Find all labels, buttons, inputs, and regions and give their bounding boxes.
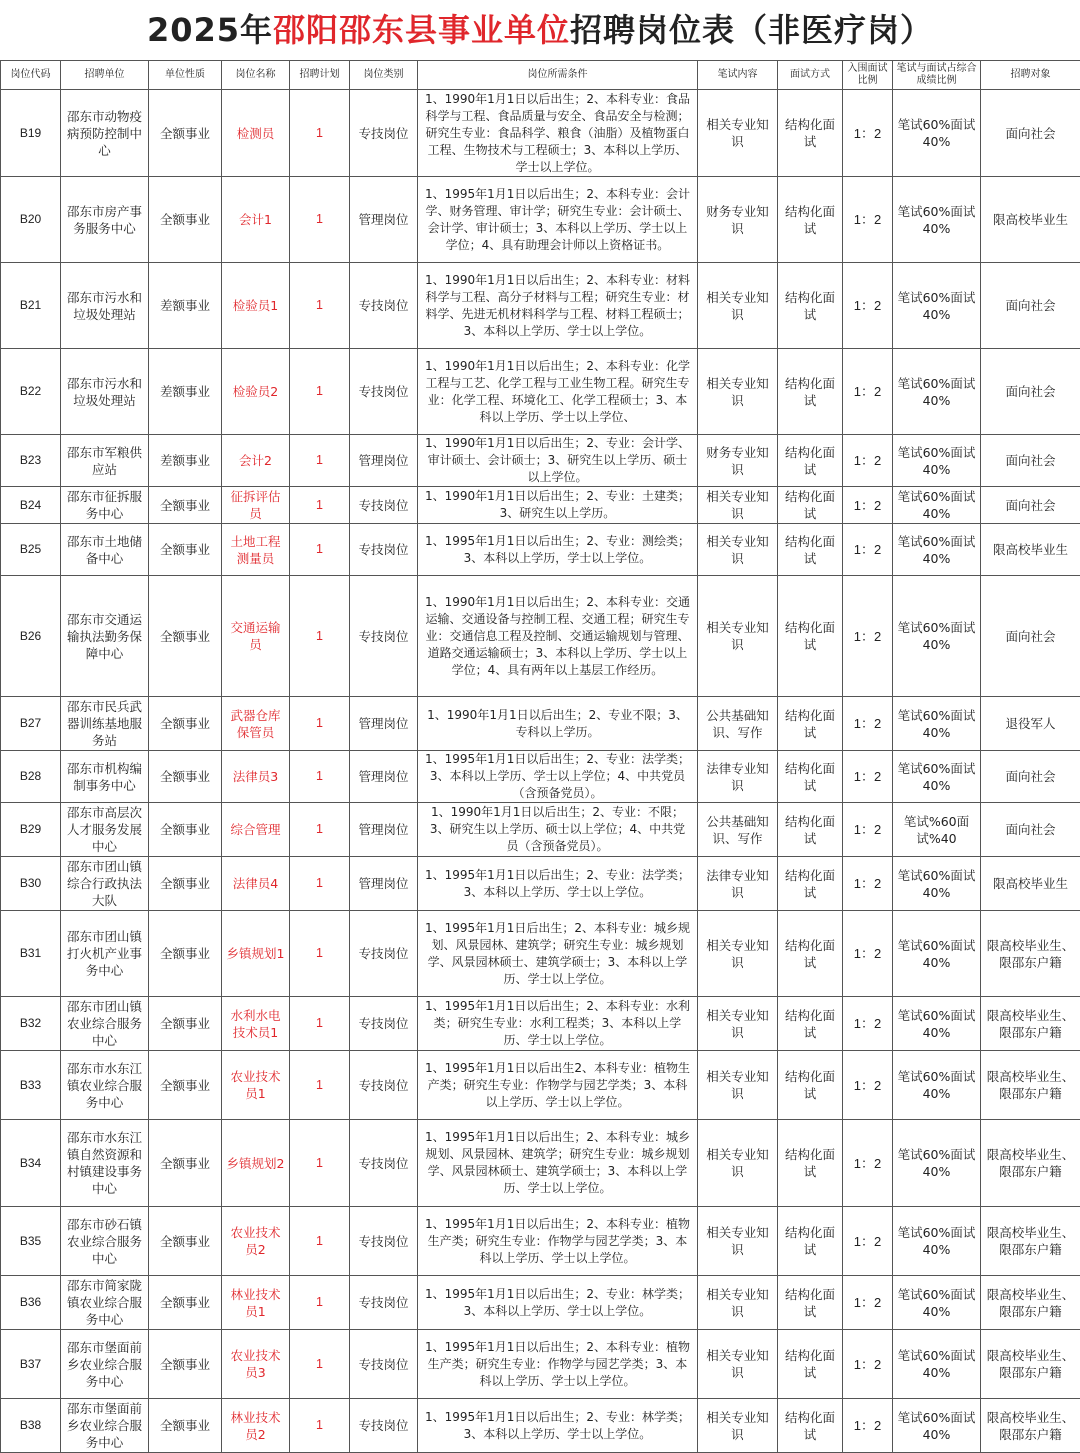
- cell-code: B28: [1, 751, 61, 803]
- cell-score: 笔试60%面试40%: [893, 263, 981, 349]
- cell-category: 专技岗位: [350, 90, 418, 177]
- cell-requirements: 1、1995年1月1日以后出生；2、专业：法学类；3、本科以上学历、学士以上学位；4、中共党员（含预备党员）。: [418, 751, 698, 803]
- cell-ratio: 1：2: [843, 435, 893, 487]
- cell-category: 管理岗位: [350, 803, 418, 857]
- cell-nature: 全额事业: [149, 857, 222, 911]
- cell-interview: 结构化面试: [778, 1051, 843, 1120]
- cell-position: 水利水电技术员1: [222, 997, 290, 1051]
- cell-exam: 相关专业知识: [698, 1330, 778, 1399]
- cell-score: 笔试60%面试40%: [893, 487, 981, 524]
- cell-unit: 邵东市机构编制事务中心: [61, 751, 149, 803]
- cell-ratio: 1：2: [843, 697, 893, 751]
- header-unit: 招聘单位: [61, 61, 149, 90]
- header-interview: 面试方式: [778, 61, 843, 90]
- cell-requirements: 1、1990年1月1日以后出生；2、专业：会计学、审计硕士、会计硕士；3、研究生以上学历、硕士以上学位。: [418, 435, 698, 487]
- cell-position: 检验员2: [222, 349, 290, 435]
- cell-interview: 结构化面试: [778, 1207, 843, 1276]
- cell-category: 专技岗位: [350, 1120, 418, 1207]
- cell-exam: 相关专业知识: [698, 487, 778, 524]
- cell-ratio: 1：2: [843, 1120, 893, 1207]
- cell-ratio: 1：2: [843, 1276, 893, 1330]
- cell-exam: 相关专业知识: [698, 1120, 778, 1207]
- cell-exam: 相关专业知识: [698, 997, 778, 1051]
- cell-ratio: 1：2: [843, 349, 893, 435]
- cell-ratio: 1：2: [843, 1399, 893, 1453]
- cell-interview: 结构化面试: [778, 911, 843, 997]
- recruitment-table: [0, 60, 1080, 1453]
- table-row: [1, 576, 1080, 697]
- cell-code: B37: [1, 1330, 61, 1399]
- cell-nature: 全额事业: [149, 911, 222, 997]
- cell-code: B30: [1, 857, 61, 911]
- cell-requirements: 1、1990年1月1日以后出生；2、本科专业：食品科学与工程、食品质量与安全、食品安全与检测；研究生专业：食品科学、粮食（油脂）及植物蛋白工程、生物技术与工程硕士；3、本科以上学历、学士以上学位。: [418, 90, 698, 177]
- cell-category: 专技岗位: [350, 349, 418, 435]
- cell-target: 限高校毕业生、限邵东户籍: [981, 1051, 1080, 1120]
- header-nature: 单位性质: [149, 61, 222, 90]
- cell-score: 笔试60%面试40%: [893, 1399, 981, 1453]
- cell-ratio: 1：2: [843, 751, 893, 803]
- cell-target: 限高校毕业生、限邵东户籍: [981, 1330, 1080, 1399]
- cell-plan: 1: [290, 1120, 350, 1207]
- cell-nature: 全额事业: [149, 697, 222, 751]
- cell-unit: 邵东市水东江镇农业综合服务中心: [61, 1051, 149, 1120]
- cell-plan: 1: [290, 524, 350, 576]
- cell-ratio: 1：2: [843, 857, 893, 911]
- cell-position: 法律员4: [222, 857, 290, 911]
- cell-score: 笔试60%面试40%: [893, 349, 981, 435]
- cell-plan: 1: [290, 177, 350, 263]
- table-row: [1, 263, 1080, 349]
- cell-interview: 结构化面试: [778, 177, 843, 263]
- cell-score: 笔试60%面试40%: [893, 1051, 981, 1120]
- cell-exam: 相关专业知识: [698, 1051, 778, 1120]
- cell-position: 农业技术员3: [222, 1330, 290, 1399]
- cell-interview: 结构化面试: [778, 997, 843, 1051]
- cell-target: 限高校毕业生、限邵东户籍: [981, 1207, 1080, 1276]
- cell-interview: 结构化面试: [778, 487, 843, 524]
- cell-category: 专技岗位: [350, 487, 418, 524]
- cell-exam: 财务专业知识: [698, 177, 778, 263]
- cell-target: 退役军人: [981, 697, 1080, 751]
- cell-position: 会计2: [222, 435, 290, 487]
- cell-unit: 邵东市堡面前乡农业综合服务中心: [61, 1330, 149, 1399]
- cell-category: 管理岗位: [350, 435, 418, 487]
- cell-target: 限高校毕业生、限邵东户籍: [981, 1120, 1080, 1207]
- cell-target: 限高校毕业生、限邵东户籍: [981, 1276, 1080, 1330]
- cell-code: B21: [1, 263, 61, 349]
- header-ratio: 入围面试比例: [843, 61, 893, 90]
- cell-code: B33: [1, 1051, 61, 1120]
- cell-score: 笔试60%面试40%: [893, 911, 981, 997]
- cell-plan: 1: [290, 576, 350, 697]
- cell-ratio: 1：2: [843, 1207, 893, 1276]
- cell-requirements: 1、1995年1月1日以后出生；2、本科专业：植物生产类；研究生专业：作物学与园艺学类；3、本科以上学历、学士以上学位。: [418, 1207, 698, 1276]
- cell-target: 面向社会: [981, 90, 1080, 177]
- cell-ratio: 1：2: [843, 1330, 893, 1399]
- cell-exam: 相关专业知识: [698, 1207, 778, 1276]
- table-row: [1, 697, 1080, 751]
- cell-requirements: 1、1995年1月1日以后出生；2、本科专业：会计学、财务管理、审计学；研究生专业：会计硕士、会计学、审计硕士；3、本科以上学历、学士以上学位；4、具有助理会计师以上资格证书。: [418, 177, 698, 263]
- cell-exam: 公共基础知识、写作: [698, 697, 778, 751]
- cell-unit: 邵东市团山镇综合行政执法大队: [61, 857, 149, 911]
- cell-interview: 结构化面试: [778, 435, 843, 487]
- cell-target: 面向社会: [981, 576, 1080, 697]
- cell-ratio: 1：2: [843, 803, 893, 857]
- table-row: [1, 911, 1080, 997]
- cell-score: 笔试60%面试40%: [893, 576, 981, 697]
- cell-interview: 结构化面试: [778, 1399, 843, 1453]
- cell-code: B24: [1, 487, 61, 524]
- cell-requirements: 1、1995年1月1日以后出生；2、专业：测绘类；3、本科以上学历，学士以上学位。: [418, 524, 698, 576]
- cell-interview: 结构化面试: [778, 576, 843, 697]
- cell-score: 笔试60%面试40%: [893, 1207, 981, 1276]
- cell-requirements: 1、1990年1月1日以后出生；2、专业：土建类；3、研究生以上学历。: [418, 487, 698, 524]
- cell-position: 交通运输员: [222, 576, 290, 697]
- cell-unit: 邵东市污水和垃圾处理站: [61, 263, 149, 349]
- cell-exam: 财务专业知识: [698, 435, 778, 487]
- cell-score: 笔试60%面试40%: [893, 697, 981, 751]
- cell-code: B29: [1, 803, 61, 857]
- table-row: [1, 90, 1080, 177]
- cell-plan: 1: [290, 90, 350, 177]
- cell-score: 笔试60%面试40%: [893, 524, 981, 576]
- header-target: 招聘对象: [981, 61, 1080, 90]
- cell-code: B31: [1, 911, 61, 997]
- cell-unit: 邵东市堡面前乡农业综合服务中心: [61, 1399, 149, 1453]
- table-row: [1, 1399, 1080, 1453]
- cell-target: 限高校毕业生、限邵东户籍: [981, 997, 1080, 1051]
- cell-exam: 法律专业知识: [698, 751, 778, 803]
- cell-code: B19: [1, 90, 61, 177]
- cell-target: 限高校毕业生: [981, 857, 1080, 911]
- cell-unit: 邵东市高层次人才服务发展中心: [61, 803, 149, 857]
- cell-requirements: 1、1995年1月1日以后出生；2、本科专业：城乡规划、风景园林、建筑学；研究生专业：城乡规划学、风景园林硕士、建筑学硕士；3、本科以上学历、学士以上学位。: [418, 1120, 698, 1207]
- page-title: [0, 0, 1080, 60]
- cell-nature: 全额事业: [149, 1207, 222, 1276]
- cell-position: 林业技术员1: [222, 1276, 290, 1330]
- table-row: [1, 751, 1080, 803]
- cell-ratio: 1：2: [843, 177, 893, 263]
- header-category: 岗位类别: [350, 61, 418, 90]
- cell-position: 农业技术员1: [222, 1051, 290, 1120]
- cell-ratio: 1：2: [843, 263, 893, 349]
- cell-category: 管理岗位: [350, 697, 418, 751]
- cell-interview: 结构化面试: [778, 1120, 843, 1207]
- cell-unit: 邵东市动物疫病预防控制中心: [61, 90, 149, 177]
- cell-ratio: 1：2: [843, 524, 893, 576]
- cell-nature: 全额事业: [149, 751, 222, 803]
- cell-code: B36: [1, 1276, 61, 1330]
- cell-nature: 全额事业: [149, 1399, 222, 1453]
- cell-unit: 邵东市军粮供应站: [61, 435, 149, 487]
- cell-unit: 邵东市砂石镇农业综合服务中心: [61, 1207, 149, 1276]
- cell-category: 专技岗位: [350, 997, 418, 1051]
- cell-code: B25: [1, 524, 61, 576]
- table-row: [1, 803, 1080, 857]
- cell-category: 专技岗位: [350, 1207, 418, 1276]
- cell-plan: 1: [290, 997, 350, 1051]
- cell-interview: 结构化面试: [778, 751, 843, 803]
- cell-category: 专技岗位: [350, 1276, 418, 1330]
- cell-position: 综合管理: [222, 803, 290, 857]
- cell-category: 专技岗位: [350, 1330, 418, 1399]
- cell-target: 限高校毕业生、限邵东户籍: [981, 911, 1080, 997]
- cell-code: B32: [1, 997, 61, 1051]
- cell-score: 笔试60%面试40%: [893, 90, 981, 177]
- cell-code: B20: [1, 177, 61, 263]
- cell-target: 面向社会: [981, 263, 1080, 349]
- cell-nature: 全额事业: [149, 487, 222, 524]
- cell-position: 检测员: [222, 90, 290, 177]
- cell-requirements: 1、1990年1月1日以后出生；2、专业：不限；3、研究生以上学历、硕士以上学位；4、中共党员（含预备党员）。: [418, 803, 698, 857]
- cell-ratio: 1：2: [843, 997, 893, 1051]
- cell-unit: 邵东市征拆服务中心: [61, 487, 149, 524]
- cell-exam: 相关专业知识: [698, 90, 778, 177]
- cell-requirements: 1、1995年1月1日后出生；2、本科专业：城乡规划、风景园林、建筑学；研究生专业：城乡规划学、风景园林硕士、建筑学硕士；3、本科以上学历、学士以上学位。: [418, 911, 698, 997]
- cell-target: 面向社会: [981, 751, 1080, 803]
- cell-ratio: 1：2: [843, 1051, 893, 1120]
- cell-target: 限高校毕业生: [981, 177, 1080, 263]
- cell-position: 会计1: [222, 177, 290, 263]
- cell-category: 专技岗位: [350, 911, 418, 997]
- cell-nature: 全额事业: [149, 177, 222, 263]
- cell-plan: 1: [290, 1276, 350, 1330]
- header-score: 笔试与面试占综合成绩比例: [893, 61, 981, 90]
- table-row: [1, 524, 1080, 576]
- header-exam: 笔试内容: [698, 61, 778, 90]
- cell-target: 面向社会: [981, 487, 1080, 524]
- cell-target: 面向社会: [981, 803, 1080, 857]
- cell-nature: 全额事业: [149, 997, 222, 1051]
- cell-score: 笔试60%面试40%: [893, 1330, 981, 1399]
- table-row: [1, 857, 1080, 911]
- cell-target: 面向社会: [981, 349, 1080, 435]
- table-row: [1, 1120, 1080, 1207]
- cell-ratio: 1：2: [843, 576, 893, 697]
- cell-category: 专技岗位: [350, 263, 418, 349]
- cell-nature: 差额事业: [149, 349, 222, 435]
- cell-plan: 1: [290, 435, 350, 487]
- cell-score: 笔试60%面试40%: [893, 857, 981, 911]
- cell-score: 笔试60%面试40%: [893, 751, 981, 803]
- cell-plan: 1: [290, 349, 350, 435]
- table-row: [1, 1330, 1080, 1399]
- cell-score: 笔试%60面试%40: [893, 803, 981, 857]
- cell-requirements: 1、1995年1月1日以后出生2、本科专业：植物生产类；研究生专业：作物学与园艺学类；3、本科以上学历、学士以上学位。: [418, 1051, 698, 1120]
- cell-requirements: 1、1995年1月1日以后出生；2、本科专业：植物生产类；研究生专业：作物学与园艺学类；3、本科以上学历、学士以上学位。: [418, 1330, 698, 1399]
- header-code: 岗位代码: [1, 61, 61, 90]
- cell-position: 土地工程测量员: [222, 524, 290, 576]
- cell-score: 笔试60%面试40%: [893, 997, 981, 1051]
- cell-unit: 邵东市土地储备中心: [61, 524, 149, 576]
- cell-requirements: 1、1990年1月1日以后出生；2、专业不限；3、专科以上学历。: [418, 697, 698, 751]
- table-row: [1, 349, 1080, 435]
- cell-nature: 差额事业: [149, 435, 222, 487]
- cell-plan: 1: [290, 1207, 350, 1276]
- cell-exam: 相关专业知识: [698, 524, 778, 576]
- cell-plan: 1: [290, 697, 350, 751]
- cell-ratio: 1：2: [843, 90, 893, 177]
- cell-requirements: 1、1990年1月1日以后出生；2、本科专业：材料科学与工程、高分子材料与工程；研究生专业：材料学、先进无机材料科学与工程、材料工程硕士；3、本科以上学历、学士以上学位。: [418, 263, 698, 349]
- cell-position: 武器仓库保管员: [222, 697, 290, 751]
- cell-target: 限高校毕业生、限邵东户籍: [981, 1399, 1080, 1453]
- cell-ratio: 1：2: [843, 487, 893, 524]
- cell-target: 面向社会: [981, 435, 1080, 487]
- cell-score: 笔试60%面试40%: [893, 435, 981, 487]
- cell-unit: 邵东市交通运输执法勤务保障中心: [61, 576, 149, 697]
- cell-plan: 1: [290, 1399, 350, 1453]
- cell-plan: 1: [290, 803, 350, 857]
- header-row: [1, 61, 1080, 90]
- cell-nature: 全额事业: [149, 803, 222, 857]
- title-suffix: 招聘岗位表（非医疗岗）: [570, 11, 933, 49]
- cell-exam: 相关专业知识: [698, 349, 778, 435]
- cell-nature: 全额事业: [149, 1276, 222, 1330]
- cell-nature: 全额事业: [149, 576, 222, 697]
- table-row: [1, 1276, 1080, 1330]
- cell-nature: 全额事业: [149, 1330, 222, 1399]
- cell-exam: 相关专业知识: [698, 1276, 778, 1330]
- cell-interview: 结构化面试: [778, 90, 843, 177]
- cell-plan: 1: [290, 1051, 350, 1120]
- table-row: [1, 1051, 1080, 1120]
- cell-nature: 全额事业: [149, 1120, 222, 1207]
- cell-exam: 相关专业知识: [698, 911, 778, 997]
- cell-code: B27: [1, 697, 61, 751]
- cell-unit: 邵东市污水和垃圾处理站: [61, 349, 149, 435]
- cell-category: 专技岗位: [350, 576, 418, 697]
- cell-requirements: 1、1995年1月1日以后出生；2、专业：法学类；3、本科以上学历、学士以上学位。: [418, 857, 698, 911]
- cell-code: B26: [1, 576, 61, 697]
- cell-position: 林业技术员2: [222, 1399, 290, 1453]
- cell-position: 检验员1: [222, 263, 290, 349]
- cell-code: B38: [1, 1399, 61, 1453]
- header-requirements: 岗位所需条件: [418, 61, 698, 90]
- cell-score: 笔试60%面试40%: [893, 1120, 981, 1207]
- cell-category: 专技岗位: [350, 524, 418, 576]
- header-position: 岗位名称: [222, 61, 290, 90]
- cell-interview: 结构化面试: [778, 349, 843, 435]
- cell-plan: 1: [290, 751, 350, 803]
- cell-unit: 邵东市团山镇农业综合服务中心: [61, 997, 149, 1051]
- cell-code: B23: [1, 435, 61, 487]
- cell-interview: 结构化面试: [778, 857, 843, 911]
- cell-plan: 1: [290, 911, 350, 997]
- cell-exam: 相关专业知识: [698, 263, 778, 349]
- cell-score: 笔试60%面试40%: [893, 177, 981, 263]
- table-row: [1, 435, 1080, 487]
- cell-interview: 结构化面试: [778, 263, 843, 349]
- cell-category: 专技岗位: [350, 1051, 418, 1120]
- cell-unit: 邵东市房产事务服务中心: [61, 177, 149, 263]
- cell-ratio: 1：2: [843, 911, 893, 997]
- cell-requirements: 1、1990年1月1日以后出生；2、本科专业：交通运输、交通设备与控制工程、交通工程；研究生专业：交通信息工程及控制、交通运输规划与管理、道路交通运输硕士；3、本科以上学历、学士以上学位；4、具有两年以上基层工作经历。: [418, 576, 698, 697]
- cell-requirements: 1、1995年1月1日以后出生；2、专业：林学类；3、本科以上学历、学士以上学位。: [418, 1276, 698, 1330]
- cell-category: 管理岗位: [350, 751, 418, 803]
- cell-nature: 全额事业: [149, 90, 222, 177]
- cell-code: B22: [1, 349, 61, 435]
- cell-nature: 差额事业: [149, 263, 222, 349]
- cell-nature: 全额事业: [149, 524, 222, 576]
- cell-interview: 结构化面试: [778, 803, 843, 857]
- title-year: 2025年: [147, 11, 273, 49]
- cell-category: 专技岗位: [350, 1399, 418, 1453]
- cell-plan: 1: [290, 487, 350, 524]
- cell-interview: 结构化面试: [778, 697, 843, 751]
- cell-target: 限高校毕业生: [981, 524, 1080, 576]
- cell-plan: 1: [290, 263, 350, 349]
- cell-unit: 邵东市团山镇打火机产业事务中心: [61, 911, 149, 997]
- cell-position: 乡镇规划1: [222, 911, 290, 997]
- cell-interview: 结构化面试: [778, 1330, 843, 1399]
- cell-code: B34: [1, 1120, 61, 1207]
- cell-position: 乡镇规划2: [222, 1120, 290, 1207]
- table-row: [1, 177, 1080, 263]
- cell-exam: 相关专业知识: [698, 1399, 778, 1453]
- cell-position: 农业技术员2: [222, 1207, 290, 1276]
- cell-unit: 邵东市简家陇镇农业综合服务中心: [61, 1276, 149, 1330]
- cell-category: 管理岗位: [350, 177, 418, 263]
- title-highlight: 邵阳邵东县事业单位: [273, 11, 570, 49]
- cell-exam: 法律专业知识: [698, 857, 778, 911]
- table-row: [1, 1207, 1080, 1276]
- cell-requirements: 1、1995年1月1日以后出生；2、本科专业：水利类；研究生专业：水利工程类；3、本科以上学历、学士以上学位。: [418, 997, 698, 1051]
- cell-exam: 相关专业知识: [698, 576, 778, 697]
- cell-requirements: 1、1995年1月1日以后出生；2、专业：林学类；3、本科以上学历、学士以上学位。: [418, 1399, 698, 1453]
- cell-requirements: 1、1990年1月1日以后出生；2、本科专业：化学工程与工艺、化学工程与工业生物工程。研究生专业：化学工程、环境化工、化学工程硕士；3、本科以上学历、学士以上学位、: [418, 349, 698, 435]
- cell-unit: 邵东市水东江镇自然资源和村镇建设事务中心: [61, 1120, 149, 1207]
- cell-position: 征拆评估员: [222, 487, 290, 524]
- cell-nature: 全额事业: [149, 1051, 222, 1120]
- cell-score: 笔试60%面试40%: [893, 1276, 981, 1330]
- cell-category: 管理岗位: [350, 857, 418, 911]
- cell-code: B35: [1, 1207, 61, 1276]
- cell-interview: 结构化面试: [778, 1276, 843, 1330]
- table-row: [1, 487, 1080, 524]
- cell-position: 法律员3: [222, 751, 290, 803]
- cell-interview: 结构化面试: [778, 524, 843, 576]
- cell-exam: 公共基础知识、写作: [698, 803, 778, 857]
- table-row: [1, 997, 1080, 1051]
- cell-unit: 邵东市民兵武器训练基地服务站: [61, 697, 149, 751]
- cell-plan: 1: [290, 1330, 350, 1399]
- cell-plan: 1: [290, 857, 350, 911]
- header-plan: 招聘计划: [290, 61, 350, 90]
